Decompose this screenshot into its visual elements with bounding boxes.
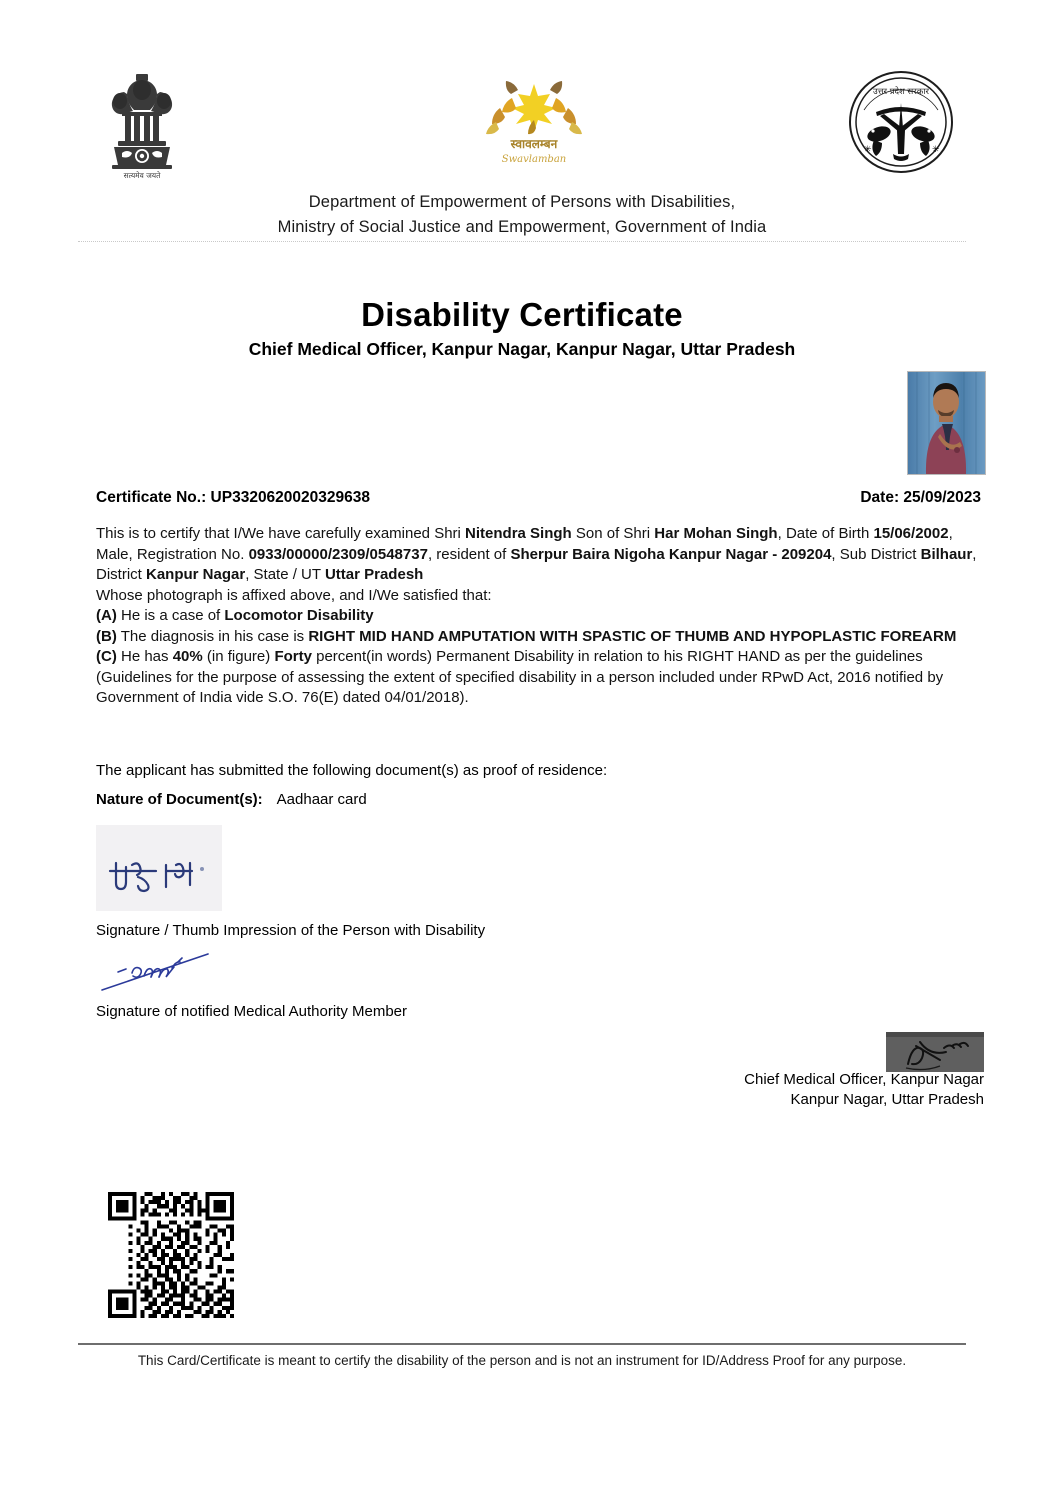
photo-affixed-line: Whose photograph is affixed above, and I/We satisfied that: [96,586,492,604]
district-value: Kanpur Nagar [146,566,246,583]
clause-b [96,627,982,648]
ministry-line-1: Department of Empowerment of Persons with Disabilities, [308,193,736,211]
certificate-date: Date: 25/09/2023 [860,489,981,506]
medical-authority-signature-caption: Signature of notified Medical Authority Member [96,1003,407,1020]
footer-divider [78,1343,966,1345]
cmo-caption-line-1: Chief Medical Officer, Kanpur Nagar [744,1071,984,1088]
clause-b-label: (B) [96,627,117,645]
certificate-body [96,524,982,709]
district-label: , District [96,545,977,583]
ministry-line-2: Ministry of Social Justice and Empowerment, Government of India [277,218,767,236]
clause-b-text: The diagnosis in his case is [116,627,309,645]
clause-a-text: He is a case of [116,607,225,624]
certificate-number: Certificate No.: UP3320620020329638 [96,489,371,506]
medical-authority-signature-image [96,946,281,994]
registration-number: 0933/00000/2309/0548737 [248,545,428,563]
up-emblem-text: उत्तर प्रदेश सरकार [873,87,929,97]
footer-disclaimer: This Card/Certificate is meant to certify the disability of the person and is not an instrument for ID/Address Proof for any purpose. [137,1353,907,1368]
svg-text:✳: ✳ [864,145,872,155]
clause-b-value: RIGHT MID HAND AMPUTATION WITH SPASTIC OF THUMB AND HYPOPLASTIC FOREARM [308,627,957,645]
clause-c-label: (C) [96,648,117,665]
clause-c-text-1: He has [116,648,173,665]
resident-address: Sherpur Baira Nigoha Kanpur Nagar - 209204 [510,545,832,563]
verification-qr-code[interactable] [104,1188,238,1322]
emblem-motto-text: सत्यमेव जयते [123,171,161,180]
date-of-birth: 15/06/2002 [873,525,949,542]
cmo-caption-line-2: Kanpur Nagar, Uttar Pradesh [790,1091,984,1108]
nature-of-documents-label: Nature of Document(s): [96,791,263,808]
person-name: Nitendra Singh [465,525,572,542]
issuing-authority-title: Chief Medical Officer, Kanpur Nagar, Kanpur Nagar, Uttar Pradesh [248,339,796,359]
uttar-pradesh-emblem-icon [846,70,956,175]
residence-proof-line: The applicant has submitted the following document(s) as proof of residence: [96,762,608,779]
emblem-row [0,70,1044,190]
header-divider [78,241,966,242]
certify-intro-4: , Male, Registration No. [96,525,953,563]
certificate-meta-row [96,489,981,507]
clause-c-text-3: percent(in words) Permanent Disability in relation to his RIGHT HAND as per the guidelines (Guidelines for the purpose of assessing the extent of specified disability in a person included under RPwD Act, 2016 notified by Government of India vide S.O. 76(E) dated 04/01/2018). [96,648,944,706]
swavlamban-hindi-text: स्वावलम्बन [510,137,558,151]
sub-district-value: Bilhaur [920,545,973,563]
clause-a-label: (A) [96,607,117,624]
nature-of-documents-value: Aadhaar card [276,791,367,808]
ministry-heading [0,190,1044,240]
clause-a-value: Locomotor Disability [224,607,374,624]
cmo-caption [584,1070,984,1110]
applicant-photo [907,371,986,475]
father-name: Har Mohan Singh [654,525,778,542]
clause-a [96,606,982,627]
applicant-signature-caption: Signature / Thumb Impression of the Person with Disability [96,922,486,939]
cmo-stamp-image [886,1032,984,1072]
clause-c-text-2: (in figure) [202,648,275,665]
applicant-signature-image [96,825,222,911]
certify-intro-1: This is to certify that I/We have carefully examined Shri [96,525,466,542]
certify-intro-3: , Date of Birth [777,525,874,542]
state-value: Uttar Pradesh [324,566,424,583]
sub-district-label: , Sub District [831,545,921,563]
disability-percent: 40% [172,648,203,665]
swavlamban-roman-text: Swavlamban [501,154,567,165]
state-label: , State / UT [245,566,325,583]
certify-paragraph [96,524,982,586]
nature-of-documents-row [96,791,367,808]
certify-intro-2: Son of Shri [571,525,655,542]
disability-percent-words: Forty [274,648,312,665]
certify-intro-5: , resident of [427,545,511,563]
svg-text:✳: ✳ [932,145,940,155]
swavlamban-logo-icon [478,70,590,175]
india-national-emblem-icon [100,70,184,182]
clause-c [96,647,982,709]
page-title: Disability Certificate [361,296,683,333]
